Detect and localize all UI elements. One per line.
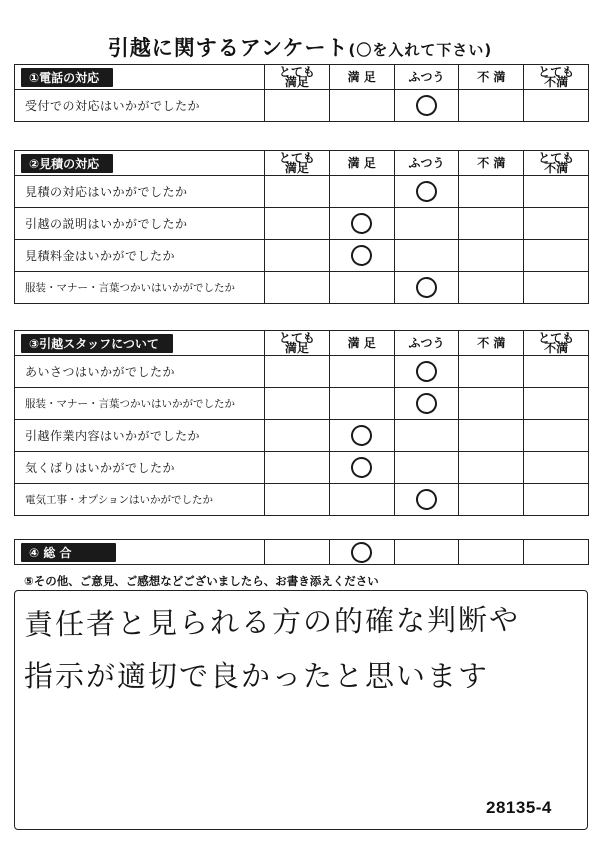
answer-cell[interactable]: [265, 240, 330, 272]
question-row: [15, 208, 589, 240]
answer-cell[interactable]: [329, 240, 394, 272]
answer-cell[interactable]: [265, 388, 330, 420]
col-satisfied: 満 足: [329, 151, 394, 176]
answer-cell[interactable]: [265, 356, 330, 388]
col-neutral: ふつう: [394, 151, 459, 176]
answer-cell[interactable]: [265, 452, 330, 484]
answer-cell[interactable]: [394, 176, 459, 208]
answer-cell[interactable]: [524, 452, 589, 484]
section-heading: ②見積の対応: [21, 154, 113, 173]
answer-cell[interactable]: [459, 176, 524, 208]
answer-cell[interactable]: [459, 240, 524, 272]
answer-cell[interactable]: [394, 90, 459, 122]
question-text: 引越の説明はいかがでしたか: [15, 208, 265, 240]
answer-cell[interactable]: [394, 240, 459, 272]
question-text: 見積の対応はいかがでしたか: [15, 176, 265, 208]
question-row: [15, 452, 589, 484]
col-satisfied: 満 足: [329, 65, 394, 90]
answer-cell[interactable]: [265, 176, 330, 208]
section-phone-response: [14, 64, 589, 122]
comments-label: ⑤その他、ご意見、ご感想などございましたら、お書き添えください: [24, 574, 379, 588]
circle-mark: [414, 275, 439, 300]
answer-cell[interactable]: [265, 484, 330, 516]
answer-cell[interactable]: [459, 540, 524, 565]
survey-title: [0, 32, 600, 62]
answer-cell[interactable]: [265, 272, 330, 304]
question-text: 引越作業内容はいかがでしたか: [15, 420, 265, 452]
circle-mark: [349, 540, 374, 565]
section-heading-cell: [15, 65, 265, 90]
circle-mark: [414, 391, 439, 416]
answer-cell[interactable]: [394, 208, 459, 240]
answer-cell[interactable]: [524, 176, 589, 208]
circle-mark: [414, 179, 439, 204]
answer-cell[interactable]: [265, 420, 330, 452]
answer-cell[interactable]: [265, 540, 330, 565]
question-row: [15, 272, 589, 304]
question-text: 受付での対応はいかがでしたか: [15, 90, 265, 122]
answer-cell[interactable]: [265, 208, 330, 240]
question-text: 電気工事・オプションはいかがでしたか: [15, 484, 265, 516]
question-row: [15, 176, 589, 208]
answer-cell[interactable]: [329, 484, 394, 516]
answer-cell[interactable]: [265, 90, 330, 122]
answer-cell[interactable]: [524, 208, 589, 240]
answer-cell[interactable]: [524, 540, 589, 565]
section-moving-staff: [14, 330, 589, 516]
answer-cell[interactable]: [524, 484, 589, 516]
question-text: 服装・マナー・言葉つかいはいかがでしたか: [15, 388, 265, 420]
col-dissatisfied: 不 満: [459, 65, 524, 90]
question-text: 服装・マナー・言葉つかいはいかがでしたか: [15, 272, 265, 304]
answer-cell[interactable]: [524, 240, 589, 272]
col-very-dissatisfied: とても 不満: [524, 65, 589, 90]
answer-cell[interactable]: [459, 388, 524, 420]
section-estimate-response: [14, 150, 589, 304]
col-neutral: ふつう: [394, 331, 459, 356]
col-very-satisfied: とても 満足: [265, 151, 330, 176]
answer-cell[interactable]: [459, 420, 524, 452]
answer-cell[interactable]: [329, 452, 394, 484]
section-heading-cell: [15, 540, 265, 565]
comment-line-2: 指示が適切で良かったと思います: [24, 659, 490, 693]
col-neutral: ふつう: [394, 65, 459, 90]
answer-cell[interactable]: [459, 356, 524, 388]
answer-cell[interactable]: [524, 420, 589, 452]
col-dissatisfied: 不 満: [459, 151, 524, 176]
answer-cell[interactable]: [394, 272, 459, 304]
question-row: [15, 240, 589, 272]
answer-cell[interactable]: [524, 272, 589, 304]
answer-cell[interactable]: [329, 208, 394, 240]
comment-line-1: 責任者と見られる方の的確な判断や: [23, 602, 521, 642]
answer-cell[interactable]: [394, 388, 459, 420]
question-row: [15, 388, 589, 420]
circle-mark: [349, 455, 374, 480]
circle-mark: [414, 93, 439, 118]
question-text: 見積料金はいかがでしたか: [15, 240, 265, 272]
answer-cell[interactable]: [524, 356, 589, 388]
question-row: [15, 90, 589, 122]
circle-mark: [349, 211, 374, 236]
answer-cell[interactable]: [329, 90, 394, 122]
circle-mark: [349, 423, 374, 448]
answer-cell[interactable]: [329, 420, 394, 452]
answer-cell[interactable]: [329, 388, 394, 420]
answer-cell[interactable]: [329, 176, 394, 208]
col-very-dissatisfied: とても 不満: [524, 151, 589, 176]
answer-cell[interactable]: [394, 452, 459, 484]
answer-cell[interactable]: [329, 272, 394, 304]
answer-cell[interactable]: [394, 484, 459, 516]
col-very-dissatisfied: とても 不満: [524, 331, 589, 356]
answer-cell[interactable]: [459, 484, 524, 516]
question-row: [15, 420, 589, 452]
answer-cell[interactable]: [459, 90, 524, 122]
section-overall: [14, 539, 589, 565]
document-number: 28135-4: [486, 798, 552, 817]
answer-cell[interactable]: [459, 208, 524, 240]
circle-mark: [414, 487, 439, 512]
answer-cell[interactable]: [524, 388, 589, 420]
answer-cell[interactable]: [394, 356, 459, 388]
section-heading: ③引越スタッフについて: [21, 334, 173, 353]
answer-cell[interactable]: [394, 420, 459, 452]
answer-cell[interactable]: [459, 452, 524, 484]
answer-cell[interactable]: [524, 90, 589, 122]
answer-cell[interactable]: [329, 356, 394, 388]
answer-cell[interactable]: [329, 540, 394, 565]
col-satisfied: 満 足: [329, 331, 394, 356]
section-heading: ④ 総 合: [21, 543, 116, 562]
answer-cell[interactable]: [459, 272, 524, 304]
col-very-satisfied: とても 満足: [265, 331, 330, 356]
question-text: あいさつはいかがでしたか: [15, 356, 265, 388]
answer-cell[interactable]: [394, 540, 459, 565]
section-heading-cell: [15, 151, 265, 176]
col-very-satisfied: とても 満足: [265, 65, 330, 90]
section-heading: ①電話の対応: [21, 68, 113, 87]
question-row: [15, 356, 589, 388]
title-note: (〇を入れて下さい): [348, 41, 493, 59]
question-row: [15, 484, 589, 516]
circle-mark: [349, 243, 374, 268]
circle-mark: [414, 359, 439, 384]
section-heading-cell: [15, 331, 265, 356]
col-dissatisfied: 不 満: [459, 331, 524, 356]
title-main: 引越に関するアンケート: [107, 36, 349, 60]
question-text: 気くばりはいかがでしたか: [15, 452, 265, 484]
